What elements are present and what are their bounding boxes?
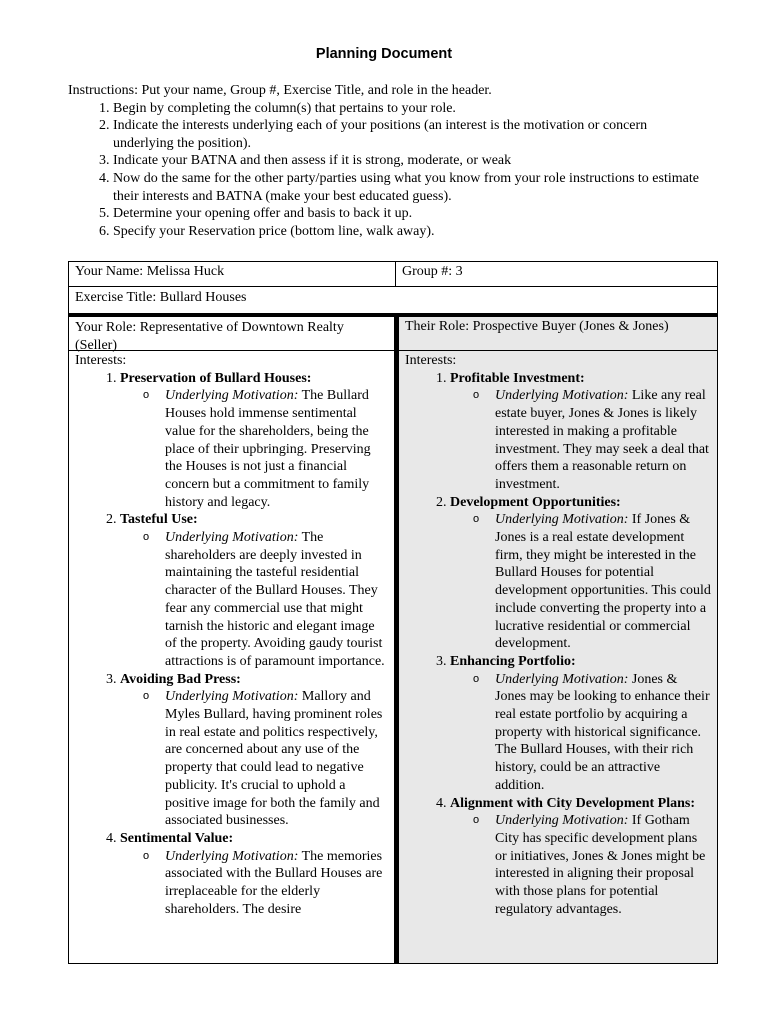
exercise-title-cell: Exercise Title: Bullard Houses: [75, 290, 247, 305]
instruction-item: 5. Determine your opening offer and basis to back it up.: [113, 205, 708, 223]
group-cell: Group #: 3: [402, 264, 463, 279]
interest-motivation: o Underlying Motivation: Like any real estate buyer, Jones & Jones is likely interested in making a profitable investment. They may seek a deal that offers them a reasonable return on investment.: [495, 387, 711, 493]
interest-item: [120, 511, 388, 670]
interest-item: [450, 795, 711, 919]
interest-title: Avoiding Bad Press:: [120, 671, 241, 687]
interest-title: Sentimental Value:: [120, 830, 234, 846]
interests-label: Interests:: [75, 353, 127, 368]
name-cell: Your Name: Melissa Huck: [69, 262, 396, 286]
instruction-item: 4. Now do the same for the other party/parties using what you know from your role instructions to estimate their interests and BATNA (make your best educated guess).: [113, 170, 708, 205]
your-role-column: [69, 317, 394, 963]
interest-item: [120, 830, 388, 919]
interest-item: [450, 370, 711, 494]
interest-item: [120, 370, 388, 512]
instructions-list: [68, 100, 708, 241]
instructions: [68, 82, 708, 240]
interest-motivation: o Underlying Motivation: Jones & Jones may be looking to enhance their real estate portfolio by acquiring a property with historical significance. The Bullard Houses, with their rich history, could be an attractive addition.: [495, 671, 711, 795]
interest-motivation: o Underlying Motivation: The memories associated with the Bullard Houses are irreplaceable for the elderly shareholders. The desire: [165, 848, 388, 919]
instruction-item: 1. Begin by completing the column(s) that pertains to your role.: [113, 100, 708, 118]
roles-table: [68, 317, 718, 964]
interest-motivation: o Underlying Motivation: Mallory and Myles Bullard, having prominent roles in real estate and politics respectively, are concerned about any use of the property that could lead to negative publicity. It's crucial to uphold a positive image for both the family and associated businesses.: [165, 688, 388, 830]
interest-title: Profitable Investment:: [450, 370, 585, 386]
interest-title: Enhancing Portfolio:: [450, 653, 576, 669]
header-table: [68, 261, 718, 315]
interest-title: Preservation of Bullard Houses:: [120, 370, 312, 386]
your-interests-list: [75, 370, 388, 919]
interests-label: Interests:: [405, 353, 457, 368]
interest-motivation: o Underlying Motivation: If Gotham City has specific development plans or initiatives, Jones & Jones might be interested in aligning their proposal with those plans for potential regulatory advantages.: [495, 812, 711, 918]
instruction-item: 3. Indicate your BATNA and then assess if it is strong, moderate, or weak: [113, 152, 708, 170]
instruction-item: 6. Specify your Reservation price (bottom line, walk away).: [113, 223, 708, 241]
their-role-label: Their Role: Prospective Buyer (Jones & Jones): [399, 317, 717, 351]
instruction-item: 2. Indicate the interests underlying each of your positions (an interest is the motivation or concern underlying the position).: [113, 117, 708, 152]
interest-motivation: o Underlying Motivation: The Bullard Houses hold immense sentimental value for the shareholders, being the place of their upbringing. Preserving the Houses is not just a financial concern but a commitment to family history and legacy.: [165, 387, 388, 511]
interest-motivation: o Underlying Motivation: The shareholders are deeply invested in maintaining the tasteful residential character of the Bullard Houses. They fear any commercial use that might tarnish the historic and elegant image of the property. Avoiding gaudy tourist attractions is of paramount importance.: [165, 529, 388, 671]
interest-title: Alignment with City Development Plans:: [450, 795, 695, 811]
instructions-intro: Instructions: Put your name, Group #, Exercise Title, and role in the header.: [68, 83, 492, 98]
their-interests-list: [405, 370, 711, 919]
their-role-column: [399, 317, 717, 963]
page-title: Planning Document: [315, 46, 453, 62]
interest-item: [450, 494, 711, 653]
interest-title: Tasteful Use:: [120, 512, 198, 528]
interest-title: Development Opportunities:: [450, 494, 621, 510]
interest-item: [120, 671, 388, 830]
interest-item: [450, 653, 711, 795]
interest-motivation: o Underlying Motivation: If Jones & Jones is a real estate development firm, they might be interested in the Bullard Houses for potential development opportunities. This could include converting the property into a lucrative residential or commercial development.: [495, 511, 711, 653]
your-role-label: Your Role: Representative of Downtown Realty (Seller): [69, 317, 394, 351]
